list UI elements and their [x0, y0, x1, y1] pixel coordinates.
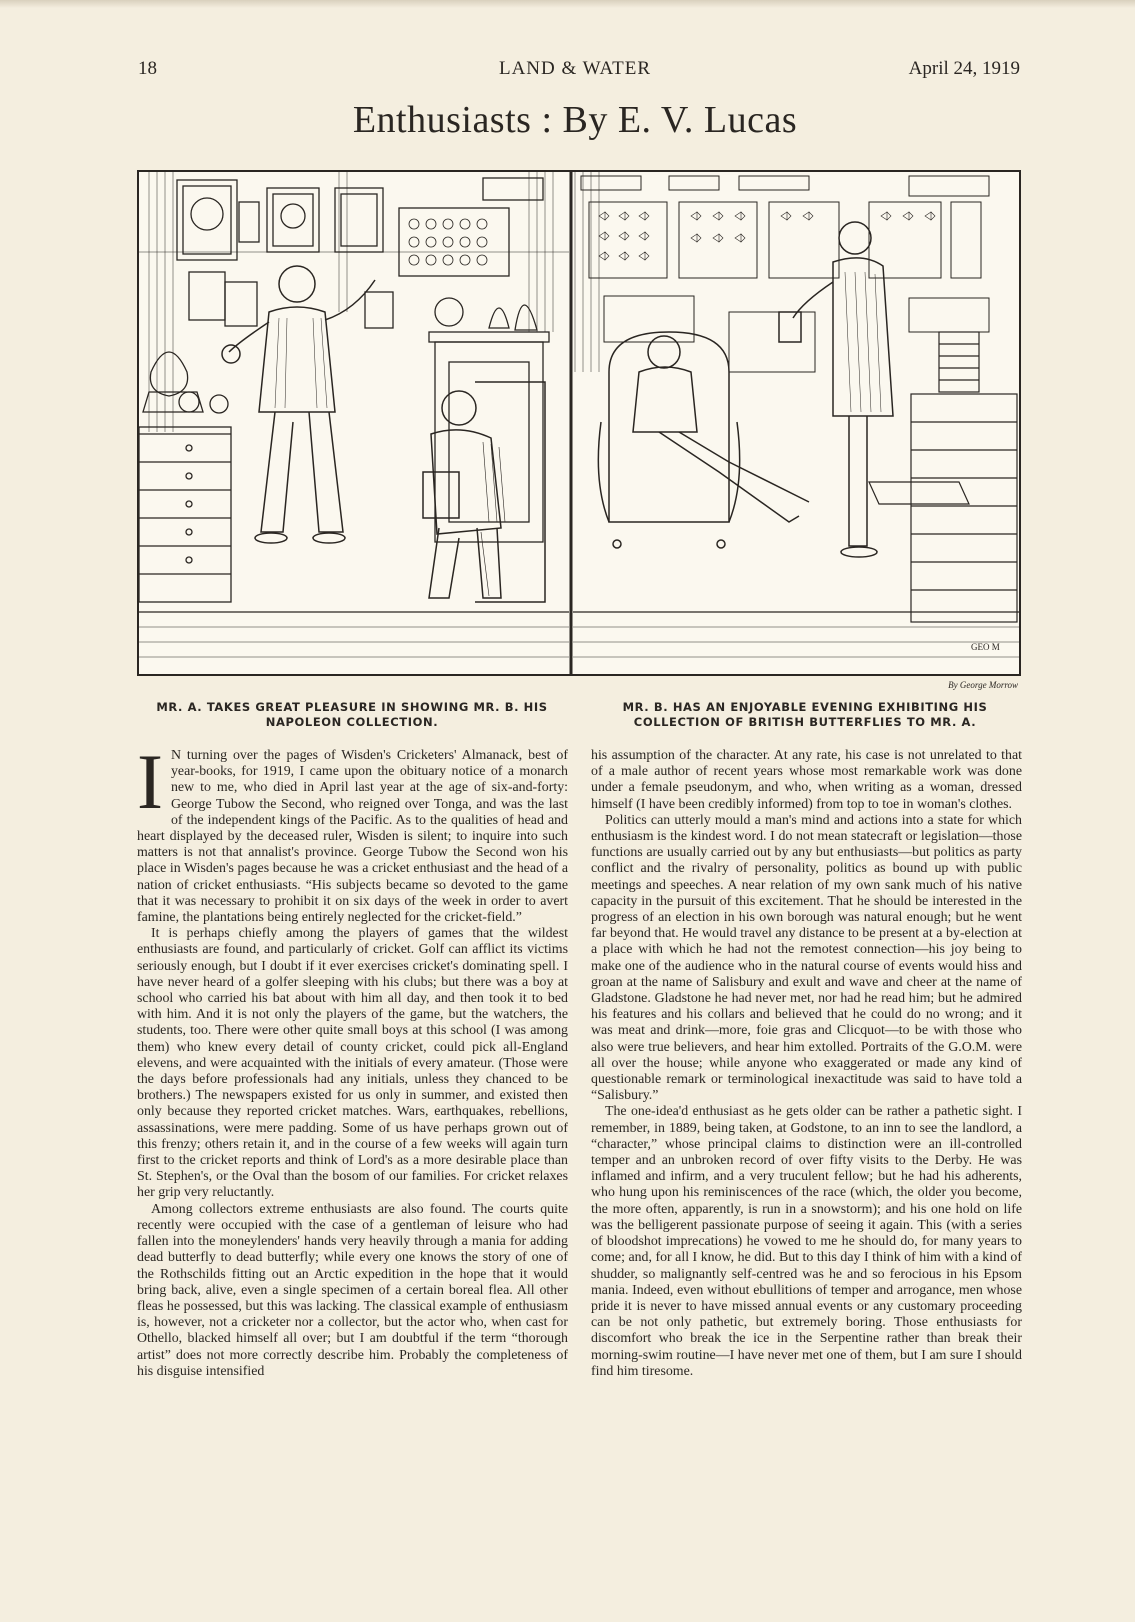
- article-column-left: [137, 738, 568, 1380]
- page-number: 18: [138, 58, 157, 79]
- drop-cap: I: [137, 738, 163, 825]
- paragraph: his assumption of the character. At any rate, his case is not unrelated to that of a male author of recent years whose most remarkable work was done under a female pseudonym, and who, when writing as a woman, dressed himself (I have been credibly informed) from top to toe in woman's clothes.: [591, 748, 1022, 812]
- paragraph: Politics can utterly mould a man's mind and actions into a state for which enthusiasm is the kindest word. I do not mean statecraft or legislation—those functions are usually carried out by any but enthusiasts—but politics as party conflict and the rivalry of personality, politics as bound up with public meetings and speeches. A near relation of my own sank much of his native capacity in the pursuit of this excitement. That he should be interested in the progress of an election in his own borough was natural enough; but he went far beyond that. He would travel any distance to be present at a by-election at a place with which he had not the remotest connection—his joy being to make one of the audience who in the natural course of events would hiss and groan at the name of Salisbury and exult and wave and cheer at the name of Gladstone. Gladstone he had never met, nor had he read him; but he admired his features and his collars and believed that he could do no wrong; and it was meat and drink—more, foie gras and Clicquot—to be with those who also were true believers, and hear him extolled. Portraits of the G.O.M. were all over the house; while anyone who exaggerated or made any kind of questionable remark or terminological inexactitude was said to have told a “Salisbury.”: [591, 812, 1022, 1104]
- masthead: LAND & WATER: [498, 58, 652, 79]
- paragraph: It is perhaps chiefly among the players of games that the wildest enthusiasts are found, and particularly of cricket. Golf can afflict its victims seriously enough, but I doubt if it ever exercises cricket's dominating spell. I have never heard of a golfer sleeping with his clubs; but there was a boy at school who carried his bat about with him all day, and then took it to bed with him. And it is not only the players of the game, but the watchers, the students, too. There were other quite small boys at this school (I was among them) who knew every detail of county cricket, could pick all-England elevens, and were acquainted with the initials of every amateur. (Those were the days before professionals had any initials, unless they chanced to be brothers.) The newspapers existed for us only in summer, and existed then only because they reported cricket matches. Wars, earthquakes, rebellions, assassinations, were mere padding. Some of us have perhaps grown out of this frenzy; others retain it, and in the course of a few weeks will again turn first to the cricket reports and think of Lord's as a more desirable place than St. Stephen's, or the Oval than the bosom of our families. For cricket relaxes her grip very reluctantly.: [137, 926, 568, 1201]
- caption-right: MR. B. HAS AN ENJOYABLE EVENING EXHIBITING HIS COLLECTION OF BRITISH BUTTERFLIES TO MR. A.: [622, 700, 988, 729]
- paragraph-text: N turning over the pages of Wisden's Cricketers' Almanack, best of year-books, for 1919, I came upon the obituary notice of a monarch new to me, who died in April last year at the age of six-and-forty: George Tubow the Second, who reigned over Tonga, and was the last of the independent kings of the Pacific. As to the qualities of head and heart displayed by the deceased ruler, Wisden is silent; to inquire into such matters is not that annalist's province. George Tubow the Second won his place in Wisden's pages because he was a cricket enthusiast and the head of a nation of cricket enthusiasts. “His subjects became so devoted to the game that it was necessary to prohibit it on six days of the week in order to avert famine, the plantations being entirely neglected for the cricket-field.”: [137, 748, 568, 926]
- specimen-cabinet: [869, 332, 1017, 622]
- issue-date: April 24, 1919: [908, 58, 1020, 79]
- figure-mr-b-standing: [779, 222, 893, 557]
- page-edge: [0, 0, 1135, 8]
- running-header: [130, 58, 1020, 84]
- article-title: Enthusiasts : By E. V. Lucas: [352, 99, 798, 141]
- figure-mr-a-armchair: [598, 332, 809, 548]
- paragraph: [137, 738, 568, 926]
- article-column-right: [591, 748, 1022, 1380]
- paragraph: Among collectors extreme enthusiasts are also found. The courts quite recently were occupied with the case of a gentleman of leisure who had fallen into the moneylenders' hands very heavily through a mania for adding dead butterfly to dead butterfly; while every one knows the story of one of the Rothschilds fitting out an Arctic expedition in the hope that it would bring back, alive, even a single specimen of a certain boreal flea. All other fleas he possessed, but this was lacking. The classical example of enthusiasm is, however, not a cricketer nor a collector, but the actor who, when cast for Othello, blacked himself all over; but I am doubtful if the term “thorough artist” does not more correctly describe him. Probably the completeness of his disguise intensified: [137, 1201, 568, 1379]
- cartoon-illustration: [137, 170, 1021, 676]
- cartoon-drawing: [139, 172, 1019, 674]
- figure-mr-b-seated: [423, 382, 545, 602]
- left-panel-wall: [139, 172, 569, 657]
- figure-mr-a: [222, 266, 375, 543]
- caption-left: MR. A. TAKES GREAT PLEASURE IN SHOWING MR. B. HIS NAPOLEON COLLECTION.: [156, 700, 548, 729]
- paragraph: The one-idea'd enthusiast as he gets older can be rather a pathetic sight. I remember, in 1889, being taken, at Godstone, to an inn to see the landlord, a “character,” whose principal claims to distinction were an ill-controlled temper and an unbroken record of over fifty visits to the Derby. He was inflamed and infirm, and a very truculent fellow; but he had his adherents, who hung upon his reminiscences of the race (which, the older you become, the more often, apparently, is run in a snowstorm); and his one hold on life was the belligerent passionate purpose of seeing it again. This (with a series of bloodshot imprecations) he vowed to me he should do, for many years to come; and, for all I know, he did. But to this day I think of him with a kind of shudder, so malignantly self-centred was he and so ferocious in his Epsom mania. Indeed, even without ebullitions of temper and arrogance, men whose pride it is never to have missed annual events or any customary proceeding can be not only pathetic, but extremely boring. Those enthusiasts for discomfort who break the ice in the Serpentine rather than break their morning-swim routine—I have never met one of them, but I am sure I should find him tiresome.: [591, 1104, 1022, 1379]
- artist-signature: GEO M: [971, 642, 1000, 652]
- right-panel-wall: [573, 172, 1019, 657]
- illustration-credit: By George Morrow: [948, 680, 1018, 690]
